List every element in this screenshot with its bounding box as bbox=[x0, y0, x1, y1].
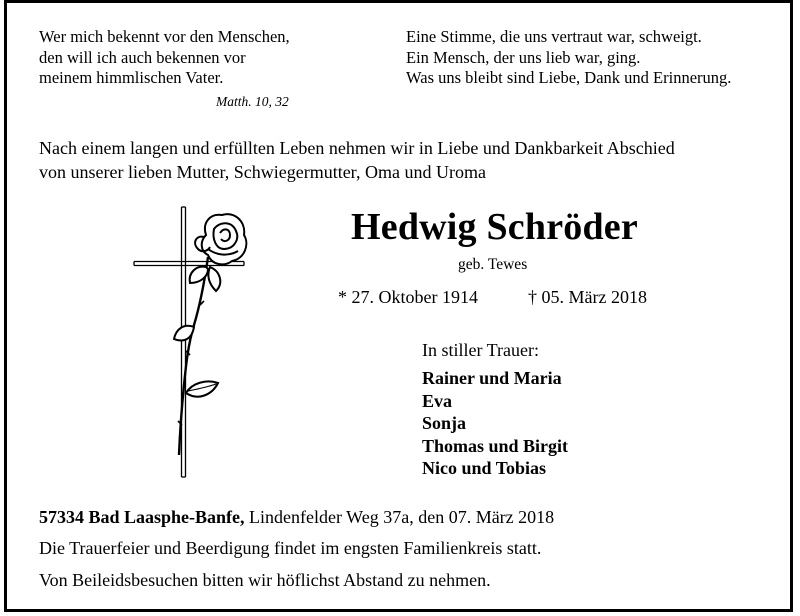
footer-funeral: Die Trauerfeier und Beerdigung findet im engsten Familienkreis statt. bbox=[39, 538, 542, 558]
mourner-name: Nico und Tobias bbox=[422, 458, 547, 478]
intro-line: Nach einem langen und erfüllten Leben nehmen wir in Liebe und Dankbarkeit Abschied bbox=[39, 138, 675, 158]
verse-left-line: meinem himmlischen Vater. bbox=[39, 68, 224, 87]
verse-right bbox=[406, 27, 731, 89]
mourner-name: Sonja bbox=[422, 413, 467, 433]
mourners-list bbox=[422, 367, 568, 480]
mourner-name: Rainer und Maria bbox=[422, 368, 562, 388]
verse-left-line: Wer mich bekennt vor den Menschen, bbox=[39, 27, 290, 46]
verse-right-line: Was uns bleibt sind Liebe, Dank und Erinnerung. bbox=[406, 68, 732, 87]
maiden-name: geb. Tewes bbox=[458, 256, 528, 273]
verse-right-line: Eine Stimme, die uns vertraut war, schweigt. bbox=[406, 27, 702, 46]
footer-condolence: Von Beileidsbesuchen bitten wir höflichst Abstand zu nehmen. bbox=[39, 570, 491, 590]
death-date: † 05. März 2018 bbox=[528, 287, 647, 307]
mourner-name: Thomas und Birgit bbox=[422, 435, 569, 456]
footer-place: 57334 Bad Laasphe-Banfe, bbox=[39, 507, 245, 527]
intro-text bbox=[39, 136, 675, 184]
footer-address-date: Lindenfelder Weg 37a, den 07. März 2018 bbox=[244, 507, 555, 527]
birth-date: * 27. Oktober 1914 bbox=[338, 287, 478, 307]
intro-line: von unserer lieben Mutter, Schwiegermutter, Oma und Uroma bbox=[39, 162, 486, 182]
cross-with-rose-icon bbox=[130, 205, 260, 480]
deceased-name: Hedwig Schröder bbox=[351, 206, 638, 248]
verse-right-line: Ein Mensch, der uns lieb war, ging. bbox=[406, 47, 641, 67]
verse-source: Matth. 10, 32 bbox=[216, 94, 289, 109]
verse-left-line: den will ich auch bekennen vor bbox=[39, 47, 246, 67]
mourner-name: Eva bbox=[422, 390, 453, 411]
footer-address-line bbox=[39, 507, 554, 528]
mourners-label: In stiller Trauer: bbox=[422, 340, 539, 360]
verse-left bbox=[39, 27, 290, 89]
